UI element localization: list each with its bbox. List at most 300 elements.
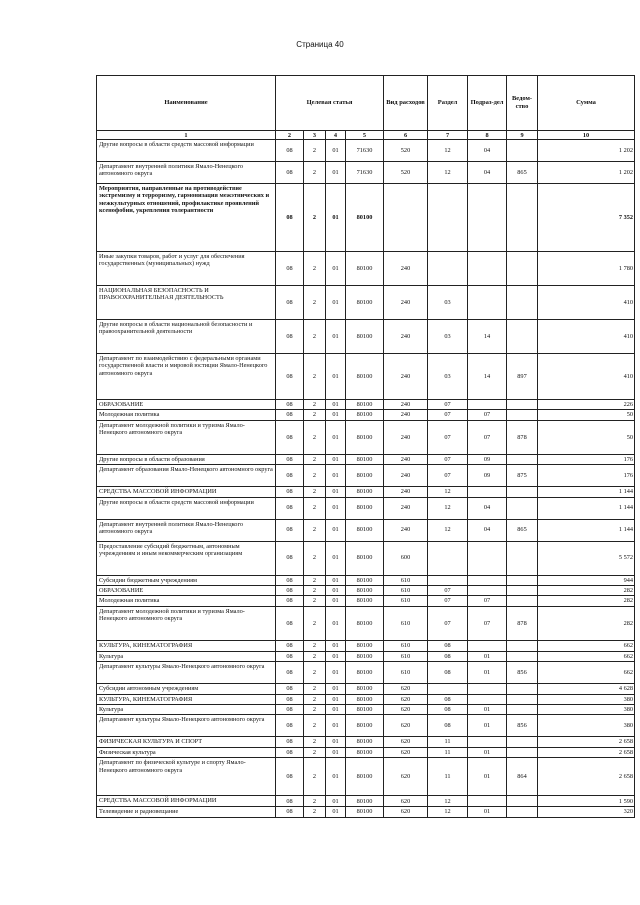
target-code-program: 08 bbox=[276, 586, 304, 596]
expense-type-code: 610 bbox=[384, 662, 428, 684]
row-sum: 226 bbox=[538, 400, 635, 410]
expense-type-code: 240 bbox=[384, 400, 428, 410]
section-code bbox=[428, 575, 468, 585]
target-code-subprogram: 2 bbox=[304, 184, 326, 252]
expense-type-code: 240 bbox=[384, 286, 428, 320]
target-code-direction: 80100 bbox=[346, 662, 384, 684]
row-sum: 282 bbox=[538, 596, 635, 606]
expense-type-code: 610 bbox=[384, 640, 428, 651]
section-code: 03 bbox=[428, 286, 468, 320]
section-code: 07 bbox=[428, 465, 468, 487]
row-name: Культура bbox=[97, 651, 276, 661]
target-code-direction: 80100 bbox=[346, 575, 384, 585]
target-code-direction: 80100 bbox=[346, 410, 384, 420]
expense-type-code: 610 bbox=[384, 651, 428, 661]
target-code-program: 08 bbox=[276, 162, 304, 184]
target-code-item: 01 bbox=[326, 410, 346, 420]
subsection-code: 04 bbox=[468, 162, 507, 184]
row-sum: 2 658 bbox=[538, 758, 635, 796]
subsection-code: 04 bbox=[468, 497, 507, 519]
section-code: 08 bbox=[428, 640, 468, 651]
target-code-item: 01 bbox=[326, 575, 346, 585]
row-name: Предоставление субсидий бюджетным, автономным учреждениям и иным некоммерческим организациям bbox=[97, 541, 276, 575]
section-code: 12 bbox=[428, 807, 468, 817]
column-number: 9 bbox=[507, 131, 538, 140]
target-code-item: 01 bbox=[326, 737, 346, 747]
target-code-direction: 80100 bbox=[346, 420, 384, 454]
target-code-program: 08 bbox=[276, 454, 304, 464]
table-row bbox=[97, 737, 635, 747]
expense-type-code: 240 bbox=[384, 252, 428, 286]
target-code-subprogram: 2 bbox=[304, 420, 326, 454]
target-code-program: 08 bbox=[276, 575, 304, 585]
section-code: 07 bbox=[428, 420, 468, 454]
table-row bbox=[97, 715, 635, 737]
row-name: Телевидение и радиовещание bbox=[97, 807, 276, 817]
row-name: КУЛЬТУРА, КИНЕМАТОГРАФИЯ bbox=[97, 640, 276, 651]
table-row bbox=[97, 400, 635, 410]
department-code bbox=[507, 320, 538, 354]
target-code-item: 01 bbox=[326, 596, 346, 606]
expense-type-code: 620 bbox=[384, 715, 428, 737]
department-code bbox=[507, 684, 538, 694]
target-code-program: 08 bbox=[276, 684, 304, 694]
target-code-subprogram: 2 bbox=[304, 465, 326, 487]
section-code: 11 bbox=[428, 747, 468, 757]
subsection-code: 01 bbox=[468, 747, 507, 757]
department-code bbox=[507, 586, 538, 596]
column-number: 8 bbox=[468, 131, 507, 140]
subsection-code: 01 bbox=[468, 705, 507, 715]
row-sum: 410 bbox=[538, 286, 635, 320]
target-code-item: 01 bbox=[326, 541, 346, 575]
target-code-direction: 80100 bbox=[346, 596, 384, 606]
row-name: Другие вопросы в области средств массовой информации bbox=[97, 497, 276, 519]
target-code-direction: 80100 bbox=[346, 651, 384, 661]
table-row bbox=[97, 487, 635, 497]
department-code bbox=[507, 454, 538, 464]
target-code-item: 01 bbox=[326, 454, 346, 464]
target-code-subprogram: 2 bbox=[304, 575, 326, 585]
target-code-program: 08 bbox=[276, 140, 304, 162]
subsection-code: 09 bbox=[468, 465, 507, 487]
target-code-program: 08 bbox=[276, 596, 304, 606]
target-code-subprogram: 2 bbox=[304, 400, 326, 410]
target-code-program: 08 bbox=[276, 606, 304, 640]
department-code bbox=[507, 400, 538, 410]
expense-type-code: 610 bbox=[384, 575, 428, 585]
department-code: 875 bbox=[507, 465, 538, 487]
target-code-item: 01 bbox=[326, 286, 346, 320]
table-row bbox=[97, 651, 635, 661]
row-name: Департамент по взаимодействию с федеральными органами государственной власти и мировой юстиции Ямало-Ненецкого автономного округа bbox=[97, 354, 276, 400]
expense-type-code: 240 bbox=[384, 354, 428, 400]
row-name: Молодежная политика bbox=[97, 410, 276, 420]
row-sum: 2 658 bbox=[538, 737, 635, 747]
target-code-subprogram: 2 bbox=[304, 519, 326, 541]
target-code-program: 08 bbox=[276, 252, 304, 286]
subsection-code: 07 bbox=[468, 420, 507, 454]
row-sum: 4 628 bbox=[538, 684, 635, 694]
target-code-program: 08 bbox=[276, 758, 304, 796]
department-code bbox=[507, 575, 538, 585]
section-code: 07 bbox=[428, 410, 468, 420]
row-name: Культура bbox=[97, 705, 276, 715]
header-department: Ведом-ство bbox=[507, 76, 538, 131]
target-code-program: 08 bbox=[276, 400, 304, 410]
row-sum: 410 bbox=[538, 354, 635, 400]
column-number: 10 bbox=[538, 131, 635, 140]
target-code-item: 01 bbox=[326, 705, 346, 715]
table-row bbox=[97, 758, 635, 796]
section-code: 08 bbox=[428, 705, 468, 715]
department-code: 864 bbox=[507, 758, 538, 796]
expense-type-code: 240 bbox=[384, 519, 428, 541]
budget-table bbox=[96, 75, 635, 818]
expense-type-code: 620 bbox=[384, 694, 428, 704]
expense-type-code bbox=[384, 184, 428, 252]
table-row bbox=[97, 354, 635, 400]
subsection-code: 01 bbox=[468, 662, 507, 684]
column-number: 5 bbox=[346, 131, 384, 140]
target-code-program: 08 bbox=[276, 715, 304, 737]
department-code bbox=[507, 694, 538, 704]
table-row bbox=[97, 454, 635, 464]
target-code-item: 01 bbox=[326, 606, 346, 640]
target-code-direction: 80100 bbox=[346, 400, 384, 410]
expense-type-code: 240 bbox=[384, 487, 428, 497]
target-code-program: 08 bbox=[276, 410, 304, 420]
row-name: КУЛЬТУРА, КИНЕМАТОГРАФИЯ bbox=[97, 694, 276, 704]
column-number: 7 bbox=[428, 131, 468, 140]
row-sum: 662 bbox=[538, 662, 635, 684]
department-code: 856 bbox=[507, 715, 538, 737]
department-code bbox=[507, 541, 538, 575]
row-sum: 662 bbox=[538, 640, 635, 651]
target-code-program: 08 bbox=[276, 320, 304, 354]
target-code-subprogram: 2 bbox=[304, 140, 326, 162]
department-code: 897 bbox=[507, 354, 538, 400]
header-section: Раздел bbox=[428, 76, 468, 131]
target-code-subprogram: 2 bbox=[304, 320, 326, 354]
target-code-item: 01 bbox=[326, 807, 346, 817]
subsection-code bbox=[468, 684, 507, 694]
column-number: 2 bbox=[276, 131, 304, 140]
table-row bbox=[97, 541, 635, 575]
target-code-subprogram: 2 bbox=[304, 758, 326, 796]
target-code-program: 08 bbox=[276, 747, 304, 757]
target-code-program: 08 bbox=[276, 354, 304, 400]
expense-type-code: 620 bbox=[384, 796, 428, 807]
target-code-item: 01 bbox=[326, 497, 346, 519]
target-code-item: 01 bbox=[326, 684, 346, 694]
target-code-subprogram: 2 bbox=[304, 796, 326, 807]
target-code-item: 01 bbox=[326, 694, 346, 704]
department-code bbox=[507, 747, 538, 757]
target-code-item: 01 bbox=[326, 140, 346, 162]
table-row bbox=[97, 140, 635, 162]
target-code-subprogram: 2 bbox=[304, 807, 326, 817]
subsection-code: 09 bbox=[468, 454, 507, 464]
department-code bbox=[507, 640, 538, 651]
expense-type-code: 520 bbox=[384, 140, 428, 162]
department-code: 878 bbox=[507, 606, 538, 640]
table-row bbox=[97, 596, 635, 606]
target-code-subprogram: 2 bbox=[304, 596, 326, 606]
target-code-direction: 80100 bbox=[346, 694, 384, 704]
target-code-direction: 80100 bbox=[346, 747, 384, 757]
row-sum: 1 590 bbox=[538, 796, 635, 807]
target-code-subprogram: 2 bbox=[304, 640, 326, 651]
target-code-subprogram: 2 bbox=[304, 694, 326, 704]
row-name: Департамент внутренней политики Ямало-Ненецкого автономного округа bbox=[97, 162, 276, 184]
target-code-program: 08 bbox=[276, 705, 304, 715]
row-name: Иные закупки товаров, работ и услуг для обеспечения государственных (муниципальных) нужд bbox=[97, 252, 276, 286]
row-name: СРЕДСТВА МАССОВОЙ ИНФОРМАЦИИ bbox=[97, 487, 276, 497]
target-code-subprogram: 2 bbox=[304, 286, 326, 320]
section-code: 08 bbox=[428, 662, 468, 684]
department-code: 865 bbox=[507, 519, 538, 541]
target-code-program: 08 bbox=[276, 796, 304, 807]
target-code-item: 01 bbox=[326, 354, 346, 400]
expense-type-code: 620 bbox=[384, 758, 428, 796]
target-code-direction: 80100 bbox=[346, 184, 384, 252]
target-code-subprogram: 2 bbox=[304, 737, 326, 747]
target-code-direction: 80100 bbox=[346, 497, 384, 519]
target-code-item: 01 bbox=[326, 640, 346, 651]
target-code-program: 08 bbox=[276, 541, 304, 575]
row-name: Другие вопросы в области национальной безопасности и правоохранительной деятельности bbox=[97, 320, 276, 354]
column-number: 4 bbox=[326, 131, 346, 140]
target-code-item: 01 bbox=[326, 184, 346, 252]
subsection-code bbox=[468, 586, 507, 596]
table-row bbox=[97, 465, 635, 487]
section-code bbox=[428, 252, 468, 286]
table-row bbox=[97, 162, 635, 184]
row-name: НАЦИОНАЛЬНАЯ БЕЗОПАСНОСТЬ И ПРАВООХРАНИТЕЛЬНАЯ ДЕЯТЕЛЬНОСТЬ bbox=[97, 286, 276, 320]
target-code-subprogram: 2 bbox=[304, 410, 326, 420]
subsection-code bbox=[468, 286, 507, 320]
row-sum: 944 bbox=[538, 575, 635, 585]
subsection-code: 01 bbox=[468, 807, 507, 817]
subsection-code bbox=[468, 796, 507, 807]
section-code: 07 bbox=[428, 400, 468, 410]
department-code bbox=[507, 410, 538, 420]
section-code: 11 bbox=[428, 758, 468, 796]
row-name: Субсидии бюджетным учреждениям bbox=[97, 575, 276, 585]
subsection-code: 04 bbox=[468, 519, 507, 541]
row-sum: 282 bbox=[538, 606, 635, 640]
target-code-direction: 80100 bbox=[346, 640, 384, 651]
target-code-item: 01 bbox=[326, 420, 346, 454]
department-code bbox=[507, 140, 538, 162]
row-name: Департамент по физической культуре и спорту Ямало-Ненецкого автономного округа bbox=[97, 758, 276, 796]
header-row bbox=[97, 76, 635, 131]
section-code bbox=[428, 684, 468, 694]
target-code-subprogram: 2 bbox=[304, 747, 326, 757]
column-number-row bbox=[97, 131, 635, 140]
expense-type-code: 620 bbox=[384, 737, 428, 747]
target-code-subprogram: 2 bbox=[304, 354, 326, 400]
section-code: 12 bbox=[428, 796, 468, 807]
target-code-item: 01 bbox=[326, 320, 346, 354]
target-code-item: 01 bbox=[326, 465, 346, 487]
section-code: 03 bbox=[428, 320, 468, 354]
target-code-direction: 80100 bbox=[346, 737, 384, 747]
section-code bbox=[428, 184, 468, 252]
row-sum: 1 144 bbox=[538, 519, 635, 541]
section-code: 08 bbox=[428, 651, 468, 661]
table-row bbox=[97, 410, 635, 420]
target-code-direction: 80100 bbox=[346, 606, 384, 640]
target-code-direction: 80100 bbox=[346, 465, 384, 487]
expense-type-code: 520 bbox=[384, 162, 428, 184]
header-subsection: Подраз-дел bbox=[468, 76, 507, 131]
department-code: 878 bbox=[507, 420, 538, 454]
target-code-direction: 80100 bbox=[346, 487, 384, 497]
target-code-subprogram: 2 bbox=[304, 162, 326, 184]
row-sum: 380 bbox=[538, 694, 635, 704]
subsection-code bbox=[468, 184, 507, 252]
subsection-code bbox=[468, 640, 507, 651]
target-code-subprogram: 2 bbox=[304, 487, 326, 497]
department-code bbox=[507, 737, 538, 747]
target-code-program: 08 bbox=[276, 519, 304, 541]
target-code-program: 08 bbox=[276, 286, 304, 320]
table-row bbox=[97, 606, 635, 640]
target-code-direction: 71630 bbox=[346, 140, 384, 162]
target-code-item: 01 bbox=[326, 400, 346, 410]
table-row bbox=[97, 796, 635, 807]
table-row bbox=[97, 184, 635, 252]
subsection-code: 01 bbox=[468, 651, 507, 661]
section-code: 12 bbox=[428, 519, 468, 541]
expense-type-code: 620 bbox=[384, 747, 428, 757]
department-code: 865 bbox=[507, 162, 538, 184]
target-code-subprogram: 2 bbox=[304, 454, 326, 464]
section-code: 12 bbox=[428, 497, 468, 519]
target-code-subprogram: 2 bbox=[304, 586, 326, 596]
subsection-code: 14 bbox=[468, 354, 507, 400]
row-name: Другие вопросы в области образования bbox=[97, 454, 276, 464]
target-code-subprogram: 2 bbox=[304, 715, 326, 737]
expense-type-code: 620 bbox=[384, 684, 428, 694]
department-code bbox=[507, 497, 538, 519]
expense-type-code: 610 bbox=[384, 596, 428, 606]
expense-type-code: 620 bbox=[384, 705, 428, 715]
row-sum: 380 bbox=[538, 715, 635, 737]
target-code-direction: 80100 bbox=[346, 286, 384, 320]
target-code-item: 01 bbox=[326, 586, 346, 596]
expense-type-code: 240 bbox=[384, 420, 428, 454]
target-code-direction: 80100 bbox=[346, 807, 384, 817]
target-code-item: 01 bbox=[326, 519, 346, 541]
target-code-subprogram: 2 bbox=[304, 541, 326, 575]
section-code bbox=[428, 541, 468, 575]
target-code-subprogram: 2 bbox=[304, 684, 326, 694]
target-code-program: 08 bbox=[276, 420, 304, 454]
section-code: 12 bbox=[428, 140, 468, 162]
header-target: Целевая статья bbox=[276, 76, 384, 131]
section-code: 03 bbox=[428, 354, 468, 400]
expense-type-code: 240 bbox=[384, 465, 428, 487]
row-name: ФИЗИЧЕСКАЯ КУЛЬТУРА И СПОРТ bbox=[97, 737, 276, 747]
department-code bbox=[507, 286, 538, 320]
subsection-code: 07 bbox=[468, 606, 507, 640]
department-code bbox=[507, 651, 538, 661]
table-row bbox=[97, 497, 635, 519]
row-sum: 1 144 bbox=[538, 497, 635, 519]
target-code-direction: 80100 bbox=[346, 586, 384, 596]
table-row bbox=[97, 286, 635, 320]
subsection-code: 01 bbox=[468, 715, 507, 737]
row-sum: 1 202 bbox=[538, 162, 635, 184]
target-code-item: 01 bbox=[326, 252, 346, 286]
table-row bbox=[97, 705, 635, 715]
target-code-direction: 80100 bbox=[346, 320, 384, 354]
expense-type-code: 610 bbox=[384, 606, 428, 640]
target-code-item: 01 bbox=[326, 796, 346, 807]
table-row bbox=[97, 586, 635, 596]
expense-type-code: 610 bbox=[384, 586, 428, 596]
section-code: 11 bbox=[428, 737, 468, 747]
section-code: 07 bbox=[428, 606, 468, 640]
table-body bbox=[97, 140, 635, 818]
row-sum: 1 144 bbox=[538, 487, 635, 497]
subsection-code bbox=[468, 400, 507, 410]
table-row bbox=[97, 662, 635, 684]
target-code-program: 08 bbox=[276, 807, 304, 817]
target-code-subprogram: 2 bbox=[304, 606, 326, 640]
target-code-program: 08 bbox=[276, 487, 304, 497]
target-code-item: 01 bbox=[326, 651, 346, 661]
row-sum: 2 658 bbox=[538, 747, 635, 757]
table-row bbox=[97, 575, 635, 585]
row-sum: 282 bbox=[538, 586, 635, 596]
target-code-direction: 80100 bbox=[346, 684, 384, 694]
subsection-code bbox=[468, 487, 507, 497]
table-row bbox=[97, 747, 635, 757]
row-name: Субсидии автономным учреждениям bbox=[97, 684, 276, 694]
department-code bbox=[507, 487, 538, 497]
target-code-direction: 80100 bbox=[346, 541, 384, 575]
department-code bbox=[507, 184, 538, 252]
subsection-code: 07 bbox=[468, 596, 507, 606]
department-code bbox=[507, 807, 538, 817]
target-code-direction: 71630 bbox=[346, 162, 384, 184]
target-code-item: 01 bbox=[326, 715, 346, 737]
department-code bbox=[507, 596, 538, 606]
row-name: ОБРАЗОВАНИЕ bbox=[97, 586, 276, 596]
target-code-program: 08 bbox=[276, 651, 304, 661]
header-sum: Сумма bbox=[538, 76, 635, 131]
row-name: Департамент культуры Ямало-Ненецкого автономного округа bbox=[97, 662, 276, 684]
subsection-code bbox=[468, 252, 507, 286]
section-code: 08 bbox=[428, 694, 468, 704]
row-name: Департамент молодежной политики и туризма Ямало-Ненецкого автономного округа bbox=[97, 420, 276, 454]
subsection-code bbox=[468, 694, 507, 704]
target-code-item: 01 bbox=[326, 747, 346, 757]
column-number: 3 bbox=[304, 131, 326, 140]
table-row bbox=[97, 519, 635, 541]
target-code-direction: 80100 bbox=[346, 715, 384, 737]
target-code-subprogram: 2 bbox=[304, 497, 326, 519]
subsection-code bbox=[468, 575, 507, 585]
section-code: 12 bbox=[428, 487, 468, 497]
subsection-code: 14 bbox=[468, 320, 507, 354]
section-code: 07 bbox=[428, 586, 468, 596]
target-code-program: 08 bbox=[276, 184, 304, 252]
